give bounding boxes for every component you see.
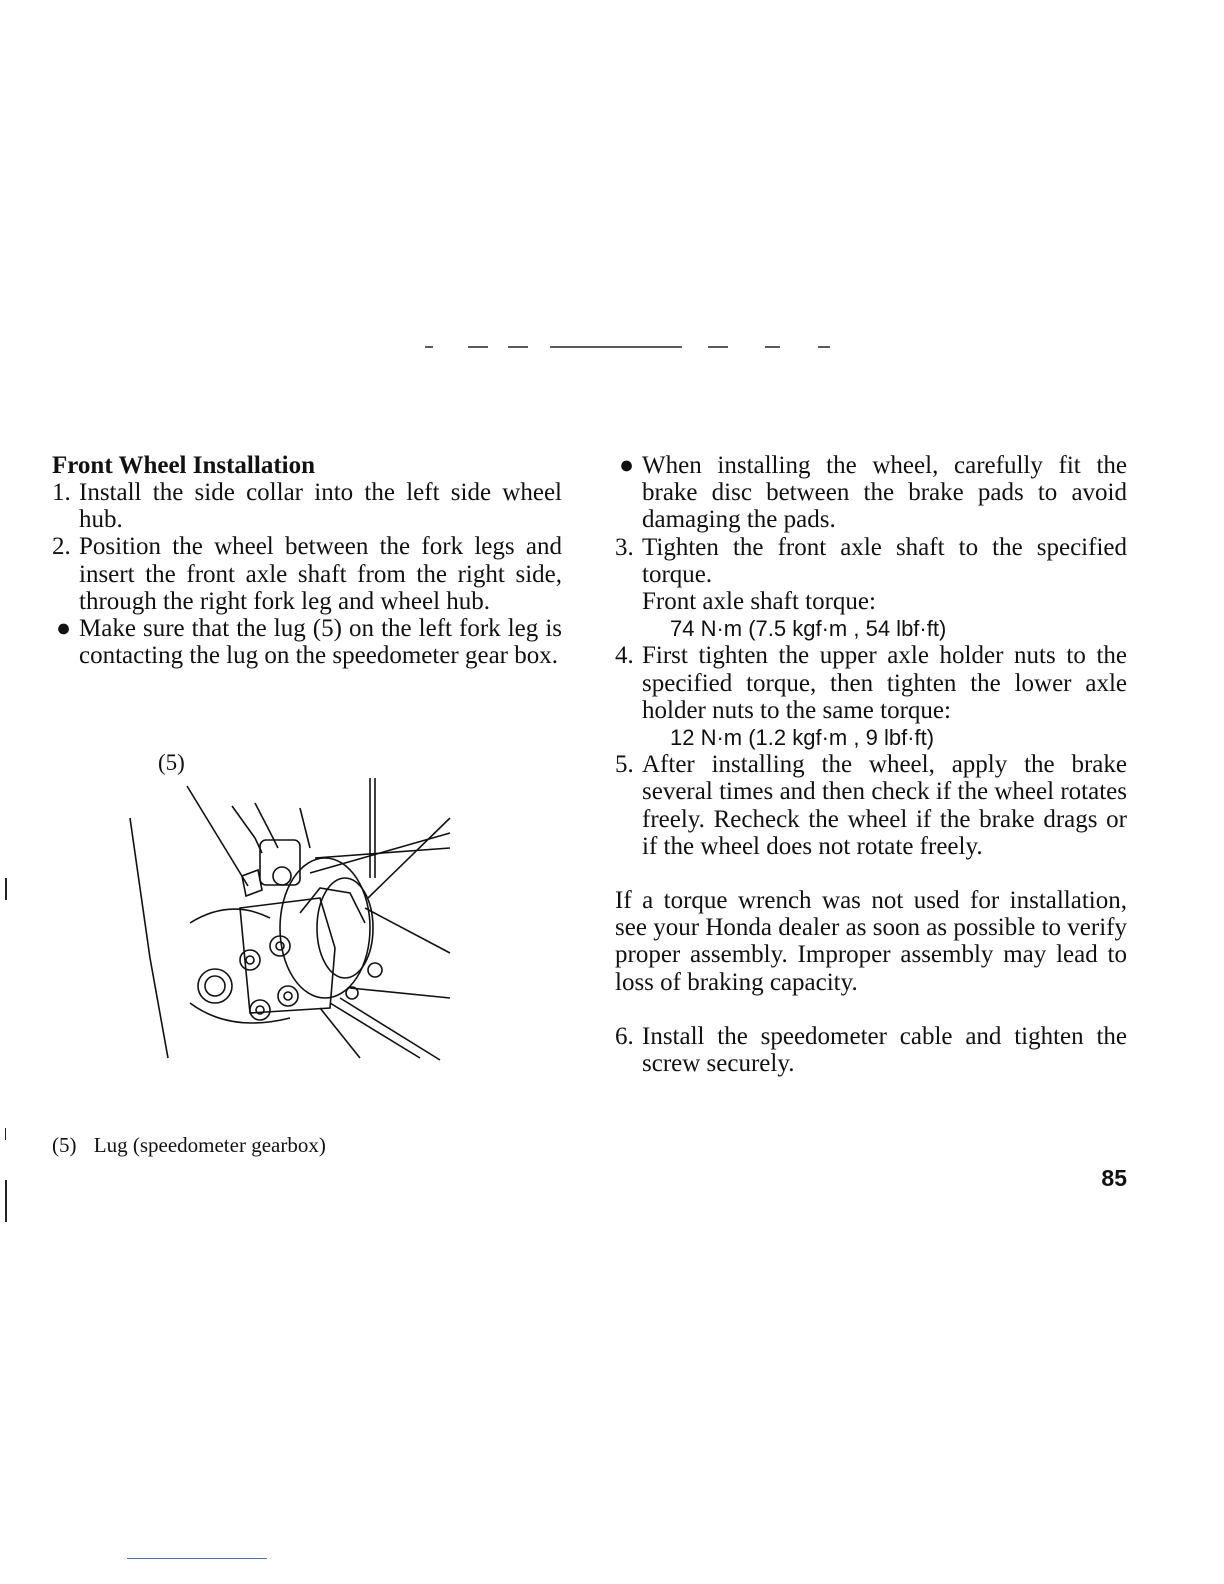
torque-wrench-warning: If a torque wrench was not used for installation, see your Honda dealer as soon as possible to verify proper assembly. Improper assembly may lead to loss of braking capacity. [615,887,1127,996]
step-number: 5. [615,751,634,779]
torque-spec-axle: 74 N·m (7.5 kgf·m , 54 lbf·ft) [670,616,947,642]
step-text: Install the speedometer cable and tighten the screw securely. [642,1022,1127,1078]
step-1 [52,479,562,533]
step-number: 4. [615,642,634,670]
caption-text: Lug (speedometer gearbox) [93,1133,326,1157]
torque-spec-holder: 12 N·m (1.2 kgf·m , 9 lbf·ft) [670,725,935,751]
step-text: After installing the wheel, apply the brake several times and then check if the wheel rotates freely. Recheck the wheel if the brake drags or if the wheel does not rotate freely. [642,751,1127,860]
caption-number: (5) [52,1133,77,1157]
front-wheel-hub-illustration [120,748,460,1068]
left-column [52,452,562,669]
step-number: 2. [52,533,71,561]
bullet-dot-icon: ● [619,452,635,479]
step-number: 1. [52,479,71,506]
step-text: Install the side collar into the left side wheel hub. [79,479,562,534]
torque-label: Front axle shaft torque: [642,588,876,616]
bullet-text: Make sure that the lug (5) on the left fork leg is contacting the lug on the speedometer gear box. [79,615,562,670]
figure-callout: (5) [158,750,185,775]
right-column [615,452,1127,1077]
margin-mark [5,878,7,900]
page-number: 85 [1101,1165,1127,1191]
step-text: Position the wheel between the fork legs and insert the front axle shaft from the right side, through the right fork leg and wheel hub. [79,533,562,615]
step-3 [615,534,1127,588]
bottom-rule [127,1558,267,1559]
note-bullet [52,615,562,669]
spacer [615,996,1127,1023]
figure-caption [52,1133,326,1158]
spacer [615,860,1127,887]
note-bullet [615,452,1127,534]
bullet-dot-icon: ● [56,615,72,643]
bullet-text: When installing the wheel, carefully fit the brake disc between the brake pads to avoid damaging the pads. [642,452,1127,534]
step-number: 6. [615,1022,634,1050]
step-5 [615,751,1127,860]
step-4 [615,642,1127,724]
step-text: Tighten the front axle shaft to the specified torque. [642,533,1127,588]
margin-mark [5,1128,6,1140]
header-dash-rule [420,345,840,349]
section-heading: Front Wheel Installation [52,452,315,479]
margin-mark [5,1180,7,1222]
step-text: First tighten the upper axle holder nuts to the specified torque, then tighten the lower axle holder nuts to the same torque: [642,642,1127,724]
step-2 [52,533,562,615]
step-6 [615,1023,1127,1077]
step-number: 3. [615,533,634,561]
